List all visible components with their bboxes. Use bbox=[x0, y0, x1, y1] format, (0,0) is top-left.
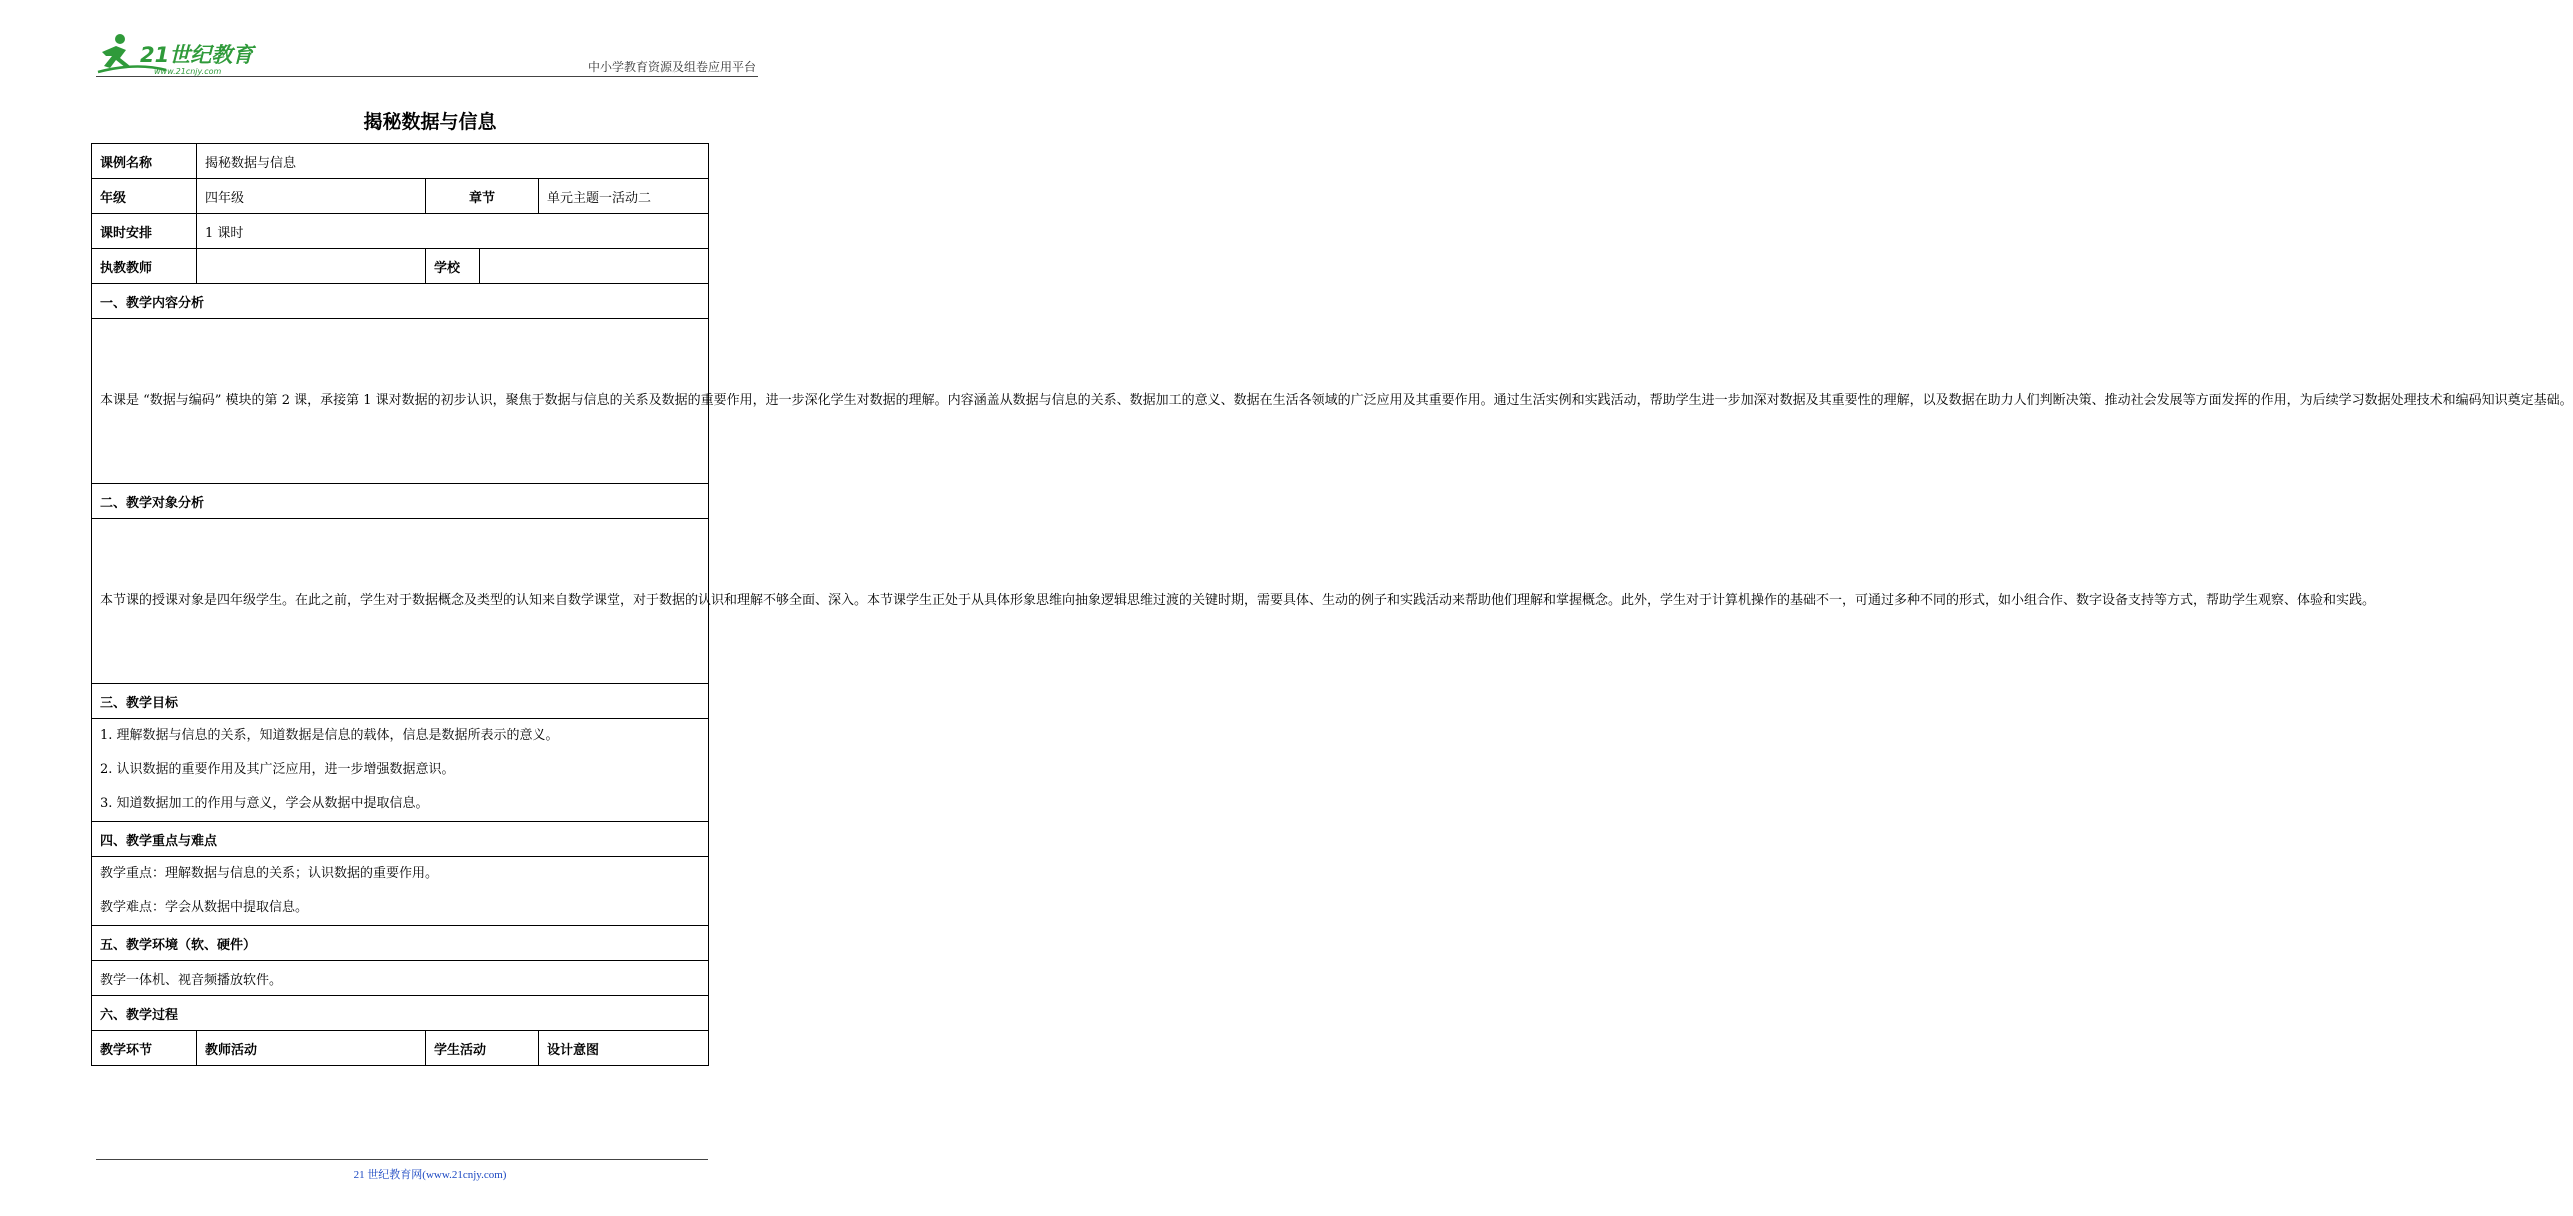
logo bbox=[96, 32, 266, 78]
environment-heading: 五、教学环境（软、硬件） bbox=[92, 926, 709, 961]
table-row bbox=[92, 1031, 709, 1066]
focus-list bbox=[92, 857, 709, 926]
focus-heading: 四、教学重点与难点 bbox=[92, 822, 709, 857]
table-row bbox=[92, 926, 709, 961]
runner-logo-icon bbox=[96, 32, 266, 78]
table-row bbox=[92, 961, 709, 996]
school-label: 学校 bbox=[426, 249, 480, 284]
process-col-intent: 设计意图 bbox=[539, 1031, 709, 1066]
chapter-label: 章节 bbox=[426, 179, 539, 214]
table-row bbox=[92, 284, 709, 319]
table-row bbox=[92, 319, 709, 484]
logo-text: 21世纪教育 bbox=[140, 43, 254, 67]
audience-analysis-text: 本节课的授课对象是四年级学生。在此之前，学生对于数据概念及类型的认知来自数学课堂，对于数据的认识和理解不够全面、深入。本节课学生正处于从具体形象思维向抽象逻辑思维过渡的关键时期，需要具体、生动的例子和实践活动来帮助他们理解和掌握概念。此外，学生对于计算机操作的基础不一，可通过多种不同的形式，如小组合作、数字设备支持等方式，帮助学生观察、体验和实践。 bbox=[92, 519, 709, 684]
table-row bbox=[92, 249, 709, 284]
lesson-plan-table bbox=[91, 143, 2573, 1066]
table-row bbox=[92, 519, 709, 684]
page-title: 揭秘数据与信息 bbox=[363, 111, 497, 133]
table-row bbox=[92, 214, 709, 249]
table-row bbox=[92, 684, 709, 719]
audience-analysis-heading: 二、教学对象分析 bbox=[92, 484, 709, 519]
table-row bbox=[92, 822, 709, 857]
table-row bbox=[92, 996, 709, 1031]
table-row bbox=[92, 179, 709, 214]
list-item: 1. 理解数据与信息的关系，知道数据是信息的载体，信息是数据所表示的意义。 bbox=[100, 728, 559, 743]
teacher-label: 执教教师 bbox=[92, 249, 197, 284]
list-item: 3. 知道数据加工的作用与意义，学会从数据中提取信息。 bbox=[100, 796, 429, 811]
process-col-stage: 教学环节 bbox=[92, 1031, 197, 1066]
chapter-value: 单元主题一活动二 bbox=[539, 179, 709, 214]
process-col-student: 学生活动 bbox=[426, 1031, 539, 1066]
page-header bbox=[0, 0, 860, 80]
logo-url: www.21cnjy.com bbox=[154, 67, 222, 76]
header-divider bbox=[96, 76, 758, 77]
footer-link[interactable]: 21 世纪教育网(www.21cnjy.com) bbox=[353, 1169, 507, 1181]
content-analysis-text: 本课是 “数据与编码” 模块的第 2 课，承接第 1 课对数据的初步认识，聚焦于数据与信息的关系及数据的重要作用，进一步深化学生对数据的理解。内容涵盖从数据与信息的关系、数据加工的意义、数据在生活各领域的广泛应用及其重要作用。通过生活实例和实践活动，帮助学生进一步加深对数据及其重要性的理解，以及数据在助力人们判断决策、推动社会发展等方面发挥的作用，为后续学习数据处理技术和编码知识奠定基础。 bbox=[92, 319, 709, 484]
list-item: 教学难点：学会从数据中提取信息。 bbox=[100, 900, 309, 915]
grade-value: 四年级 bbox=[197, 179, 426, 214]
school-value bbox=[480, 249, 709, 284]
environment-text: 教学一体机、视音频播放软件。 bbox=[92, 961, 709, 996]
table-row bbox=[92, 484, 709, 519]
goals-list bbox=[92, 719, 709, 822]
process-heading: 六、教学过程 bbox=[92, 996, 709, 1031]
hours-value: 1 课时 bbox=[197, 214, 709, 249]
process-col-teacher: 教师活动 bbox=[197, 1031, 426, 1066]
course-name-label: 课例名称 bbox=[92, 144, 197, 179]
teacher-value bbox=[197, 249, 426, 284]
grade-label: 年级 bbox=[92, 179, 197, 214]
list-item: 2. 认识数据的重要作用及其广泛应用，进一步增强数据意识。 bbox=[100, 762, 455, 777]
hours-label: 课时安排 bbox=[92, 214, 197, 249]
goals-heading: 三、教学目标 bbox=[92, 684, 709, 719]
table-row bbox=[92, 719, 709, 822]
list-item: 教学重点：理解数据与信息的关系；认识数据的重要作用。 bbox=[100, 866, 439, 881]
table-row bbox=[92, 857, 709, 926]
platform-label: 中小学教育资源及组卷应用平台 bbox=[587, 60, 756, 74]
table-row bbox=[92, 144, 709, 179]
footer-divider bbox=[96, 1159, 708, 1160]
content-analysis-heading: 一、教学内容分析 bbox=[92, 284, 709, 319]
course-name-value: 揭秘数据与信息 bbox=[197, 144, 709, 179]
